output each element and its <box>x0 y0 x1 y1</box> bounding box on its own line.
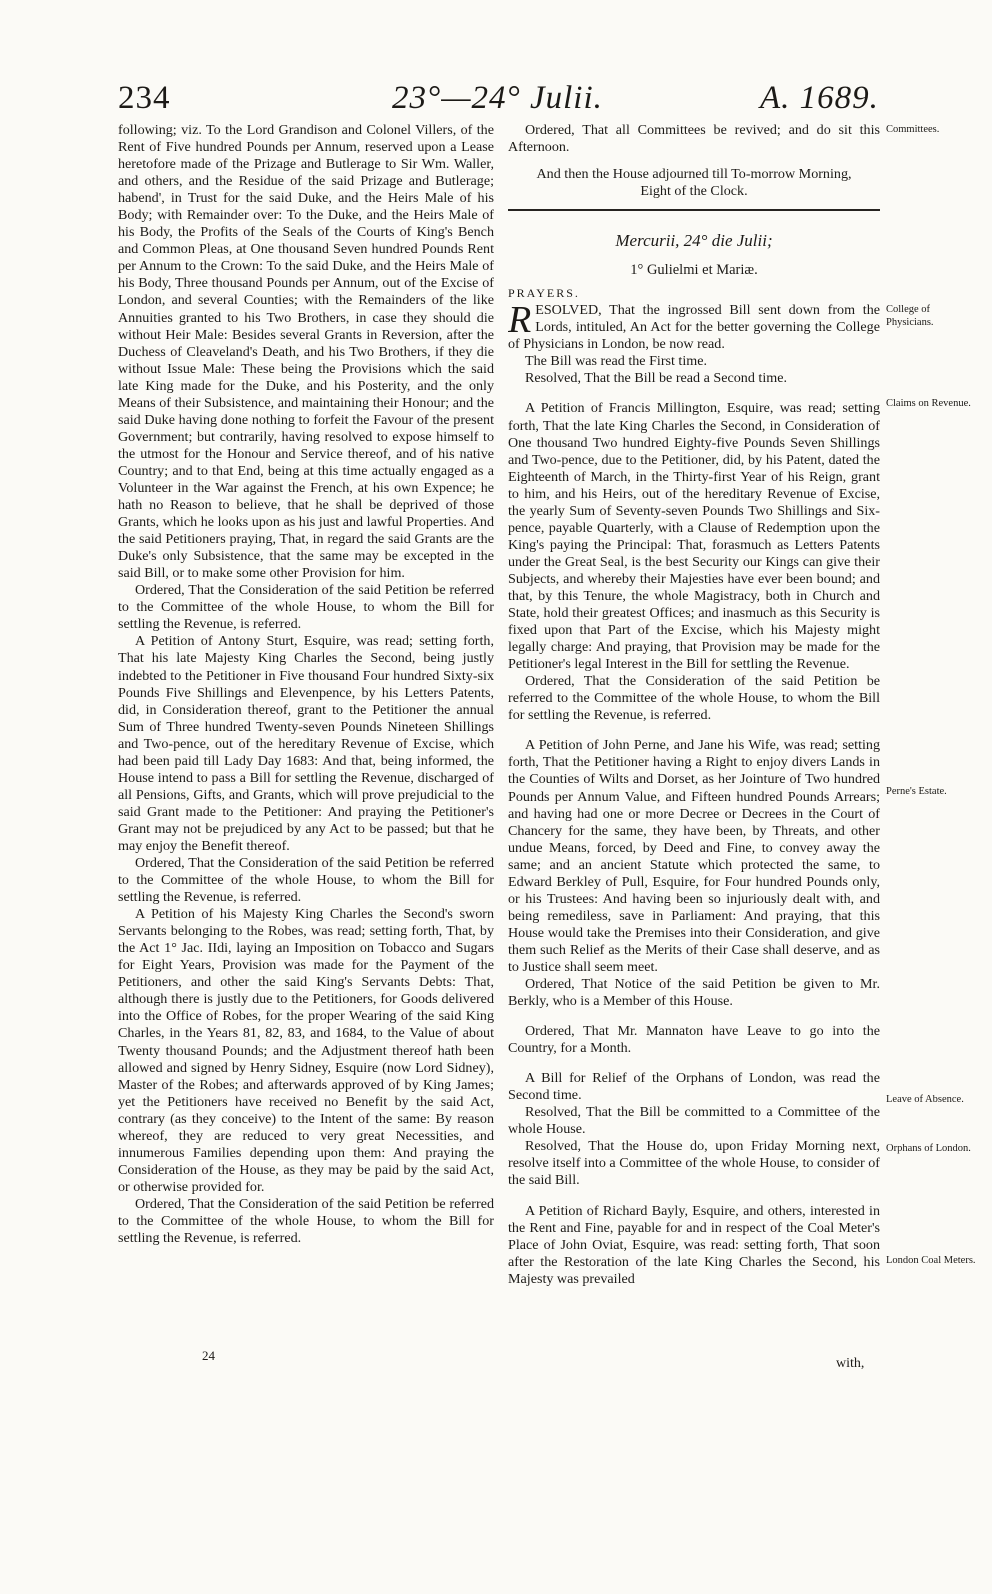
paragraph-order-1: Ordered, That the Consideration of the said Petition be referred to the Committee of the whole House, to whom the Bill for settling the Revenue, is referred. <box>118 582 494 633</box>
page-number: 234 <box>118 80 171 116</box>
adjournment-note: And then the House adjourned till To-morrow Morning, Eight of the Clock. <box>536 166 852 200</box>
paragraph-order-3: Ordered, That the Consideration of the said Petition be referred to the Committee of the whole House, to whom the Bill for settling the Revenue, is referred. <box>118 1195 494 1247</box>
drop-cap: R <box>508 299 532 342</box>
day-title: Mercurii, 24° die Julii; <box>615 231 773 251</box>
margin-note-committees: Committees. <box>886 124 940 135</box>
paragraph-first-reading: The Bill was read the First time. <box>525 353 708 370</box>
right-column <box>508 122 880 1552</box>
paragraph-robes-petition: A Petition of his Majesty King Charles the Second's sworn Servants belonging to the Robes, was read; setting forth, That, by the Act 1° Jac. IIdi, laying an Imposition on Tobacco and Sugars for Eight Years, Provision was made for the Payment of the Petitioners, and other the said King's Servants Debts: That, although there is justly due to the Petitioners, for Goods delivered into the Office of Robes, for the proper Wearing of the said King Charles, in the Years 81, 82, 83, and 1684, to the Value of about Twenty thousand Pounds; and the Adjustment thereof hath been allowed and signed by Henry Sidney, Esquire (now Lord Sidney), Master of the Robes; and afterwards approved of by King James; yet the Petitioners have received no Benefit by the said Act, contrary (as they conceive) to the Intent of the same: By reason whereof, they are reduced to very great Necessities, and innumerous Families depending upon them: And praying the Consideration of the House, as they may be paid by the said Act, or otherwise provided for. <box>118 906 494 1195</box>
prayers-heading: PRAYERS. <box>508 286 580 301</box>
page-header <box>0 78 992 122</box>
margin-note-coal: London Coal Meters. <box>886 1255 976 1266</box>
paragraph-orphans-committed: Resolved, That the Bill be committed to a Committee of the whole House. <box>508 1104 880 1138</box>
paragraph-order-2: Ordered, That the Consideration of the said Petition be referred to the Committee of the whole House, to whom the Bill for settling the Revenue, is referred. <box>118 855 494 906</box>
paragraph-physicians <box>508 299 880 353</box>
paragraph-orphans: A Bill for Relief of the Orphans of London, was read the Second time. <box>508 1070 880 1104</box>
margin-note-perne: Perne's Estate. <box>886 786 947 797</box>
left-column <box>118 122 494 1552</box>
paragraph-millington: A Petition of Francis Millington, Esquire, was read; setting forth, That the late King Charles the Second, in Consideration of One thousand Two hundred Eighty-five Pounds Seven Shillings and Two-pence, due to the Petitioner, did, by his Patent, dated the Eighteenth of March, in the Thirty-first Year of his Reign, grant to him, and his Heirs, out of the hereditary Revenue of Excise, the yearly Sum of Seventy-seven Pounds Two Shillings and Six-pence, payable Quarterly, with a Clause of Redemption upon the King's paying the Principal: That, forasmuch as Letters Patents under the Great Seal, is the best Security our Kings can give their Subjects, and whereby their Majesties have ever been bound; and that, by this Tenure, the whole Magistracy, both in Church and State, hold their greatest Offices; and inasmuch as this Security is fixed upon that Part of the Excise, which his Majesty might legally charge: And praying, that Provision may be made for the Petitioner's legal Interest in the Bill for settling the Revenue. <box>508 400 880 673</box>
paragraph-sturt-petition: A Petition of Antony Sturt, Esquire, was read; setting forth, That his late Majesty King Charles the Second, being justly indebted to the Petitioner in Five thousand Four hundred Sixty-six Pounds Five Shillings and Elevenpence, by his Letters Patents, did, in Consideration thereof, grant to the Petitioner the annual Sum of Three hundred Twenty-seven Pounds Nineteen Shillings and Two-pence, out of the hereditary Revenue of Excise, which had been paid till Lady Day 1683: And that, being informed, the House intend to pass a Bill for settling the Revenue, discharged of all Pensions, Gifts, and Grants, which will prove prejudicial to the said Grant made to the Petitioner: And praying the Petitioner's Grant may not be prejudiced by any Act to be passed; but that he may enjoy the Benefit thereof. <box>118 633 494 854</box>
margin-note-physicians: College of Physicians. <box>886 304 934 328</box>
paragraph-grafton-grants: following; viz. To the Lord Grandison and Colonel Villers, of the Rent of Five hundred Pounds per Annum, reserved upon a Lease heretofore made of the Prizage and Butlerage to Sir Wm. Waller, and others, and the Residue of the said Prizage and Butlerage; habend', in Trust for the said Duke, and the Heirs Male of his Body; with Remainder over: To the Duke, and the Heirs Male of his Body, the Profits of the Seals of the Courts of King's Bench and Common Pleas, at One thousand Seven hundred Pounds Rent per Annum to the Crown: To the said Duke, and the Heirs Male of his Body, Three thousand Pounds per Annum, out of the Excise of London, and several Counties; with the Remainders of the like Annuities granted to his Two Brothers, in case they should die without Heir Male: Besides several Grants in Reversion, after the Duchess of Cleaveland's Death, and his Two Brothers, if they die without Issue Male: These being the Provisions which the said late King made for the Duke, and his Posterity, and the only Means of their Subsistence, and maintaining their Honour; and the said Duke having done nothing to forfeit the Favour of the present Government; but contrarily, having resolved to expose himself to the utmost for the Honour and Service thereof, and of his native Country; and to that End, being at this time actually engaged as a Volunteer in the War against the French, at his own Expence; he hath no Reason to believe, that he shall be deprived of those Grants, which he looks upon as his just and lawful Properties. And the said Petitioners praying, That, in regard the said Grants are the Duke's only Subsistence, that the same may be excepted in the said Bill, or to make some other Provision for him. <box>118 122 494 582</box>
page-year: A. 1689. <box>760 80 879 116</box>
paragraph-perne: A Petition of John Perne, and Jane his Wife, was read; setting forth, That the Petitioner having a Right to enjoy divers Lands in the Counties of Wilts and Dorset, as her Jointure of Two hundred Pounds per Annum Value, and Fifteen hundred Pounds Arrears; and having had one or more Decree or Decrees in the Court of Chancery for the same, they have been, by Threats, and other undue Means, forced, by Deed and Fine, to convey away the same; and an ancient Statute which protected the same, to Edward Berkley of Pull, Esquire, for Four hundred Pounds only, or his Trustees: And having been so injuriously dealt with, and being remediless, save in Parliament: And praying, that this House would take the Premises into their Consideration, and give them such Relief as the Merits of their Case shall deserve, and as to Justice shall seem meet. <box>508 737 880 975</box>
resolved-text: ESOLVED, That the ingrossed Bill sent down from the Lords, intituled, An Act for the better governing the College of Physicians in London, be now read. <box>508 302 880 353</box>
paragraph-orphans-friday: Resolved, That the House do, upon Friday Morning next, resolve itself into a Committee of the whole House, to consider of the said Bill. <box>508 1138 880 1189</box>
margin-note-orphans: Orphans of London. <box>886 1143 971 1154</box>
margin-note-leave: Leave of Absence. <box>886 1094 964 1105</box>
page-date: 23°—24° Julii. <box>392 80 603 116</box>
regnal-year: 1° Gulielmi et Mariæ. <box>630 262 758 279</box>
catchword: with, <box>836 1356 865 1371</box>
paragraph-bayly: A Petition of Richard Bayly, Esquire, and others, interested in the Rent and Fine, payable for and in respect of the Coal Meter's Place of John Oviat, Esquire, was read: setting forth, That soon after the Restoration of the late King Charles the Second, his Majesty was prevailed <box>508 1202 880 1287</box>
section-divider <box>508 209 880 211</box>
margin-note-claims: Claims on Revenue. <box>886 398 971 409</box>
signature-mark: 24 <box>202 1348 215 1363</box>
paragraph-second-reading: Resolved, That the Bill be read a Second time. <box>525 370 787 387</box>
paragraph-perne-order: Ordered, That Notice of the said Petition be given to Mr. Berkly, who is a Member of this House. <box>508 976 880 1010</box>
paragraph-leave: Ordered, That Mr. Mannaton have Leave to go into the Country, for a Month. <box>508 1023 880 1057</box>
paragraph-committees: Ordered, That all Committees be revived; and do sit this Afternoon. <box>508 122 880 156</box>
paragraph-millington-order: Ordered, That the Consideration of the said Petition be referred to the Committee of the whole House, to whom the Bill for settling the Revenue, is referred. <box>508 673 880 724</box>
